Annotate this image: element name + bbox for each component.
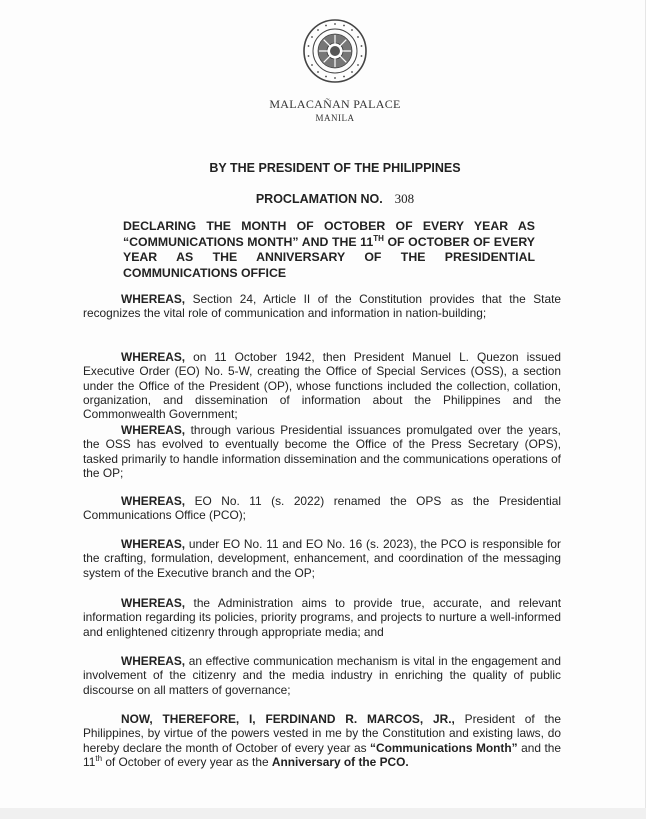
whereas-clause-4 xyxy=(83,494,561,523)
whereas-keyword: WHEREAS, xyxy=(121,654,186,668)
clause-text: President of the Philippines, by virtue of the powers vested in me by the Constitution and existing laws, do hereby declare the month of October of every year as xyxy=(83,712,561,755)
whereas-keyword: WHEREAS, xyxy=(121,596,186,610)
whereas-keyword: WHEREAS, xyxy=(121,423,186,437)
title-part-1: DECLARING THE MONTH OF OCTOBER OF EVERY YEAR AS “COMMUNICATIONS MONTH” AND THE 11 xyxy=(123,219,535,249)
clause-text: and the 11 xyxy=(83,740,561,769)
proclamation-heading xyxy=(100,191,570,207)
whereas-clause-3 xyxy=(83,423,561,480)
title-part-2: OF OCTOBER OF EVERY YEAR AS THE ANNIVERSARY OF THE PRESIDENTIAL COMMUNICATIONS OFFICE xyxy=(123,234,535,280)
palace-name: MALACAÑAN PALACE xyxy=(269,97,401,111)
clause-text: under EO No. 11 and EO No. 16 (s. 2023), the PCO is responsible for the crafting, formulation, development, enhancement, and coordination of the messaging system of the Executive branch and the OP; xyxy=(83,537,561,580)
proclamation-label: PROCLAMATION NO. xyxy=(255,192,383,206)
whereas-clause-5 xyxy=(83,537,561,580)
whereas-keyword: WHEREAS, xyxy=(121,537,186,551)
proclamation-title xyxy=(123,219,535,281)
now-therefore-lead: NOW, THEREFORE, I, FERDINAND R. MARCOS, JR., xyxy=(121,712,455,726)
clause-text: through various Presidential issuances promulgated over the years, the OSS has evolved to eventually become the Office of the Press Secretary (OPS), tasked primarily to handle information dissemination and the communications operations of the OP; xyxy=(83,423,561,480)
whereas-keyword: WHEREAS, xyxy=(121,494,186,508)
clause-text: EO No. 11 (s. 2022) renamed the OPS as the Presidential Communications Office (PCO); xyxy=(83,494,561,523)
whereas-clause-6 xyxy=(83,596,561,639)
clause-text: on 11 October 1942, then President Manuel L. Quezon issued Executive Order (EO) No. 5-W, creating the Office of Special Services (OSS), a section under the Office of the President (OP), whose functions included the collection, collation, organization, and dissemination of information about the Philippines and the Commonwealth Government; xyxy=(83,350,561,422)
clause-text: an effective communication mechanism is vital in the engagement and involvement of the citizenry and the media industry in enriching the quality of public discourse on all matters of governance; xyxy=(83,654,561,697)
whereas-keyword: WHEREAS, xyxy=(121,292,186,306)
clause-text: the Administration aims to provide true, accurate, and relevant information regarding its policies, priority programs, and projects to nurture a well-informed and enlightened citizenry through appropriate media; and xyxy=(83,596,561,639)
anniversary-phrase: Anniversary of the PCO. xyxy=(271,754,409,769)
title-superscript: TH xyxy=(373,233,384,243)
whereas-clause-1 xyxy=(83,292,561,321)
proclamation-number: 308 xyxy=(394,191,415,206)
clause-text: of October of every year as the xyxy=(102,754,272,769)
communications-month-phrase: “Communications Month” xyxy=(370,740,518,755)
palace-city: MANILA xyxy=(315,113,355,123)
ordinal-superscript: th xyxy=(95,753,103,763)
issuer-line: BY THE PRESIDENT OF THE PHILIPPINES xyxy=(209,161,461,175)
whereas-clause-7 xyxy=(83,654,561,697)
whereas-clause-2 xyxy=(83,350,561,421)
whereas-keyword: WHEREAS, xyxy=(121,350,186,364)
operative-clause xyxy=(83,712,561,769)
clause-text: Section 24, Article II of the Constitution provides that the State recognizes the vital role of communication and information in nation-building; xyxy=(83,292,561,321)
page-bottom-edge xyxy=(0,808,646,819)
presidential-seal-icon xyxy=(302,18,368,84)
